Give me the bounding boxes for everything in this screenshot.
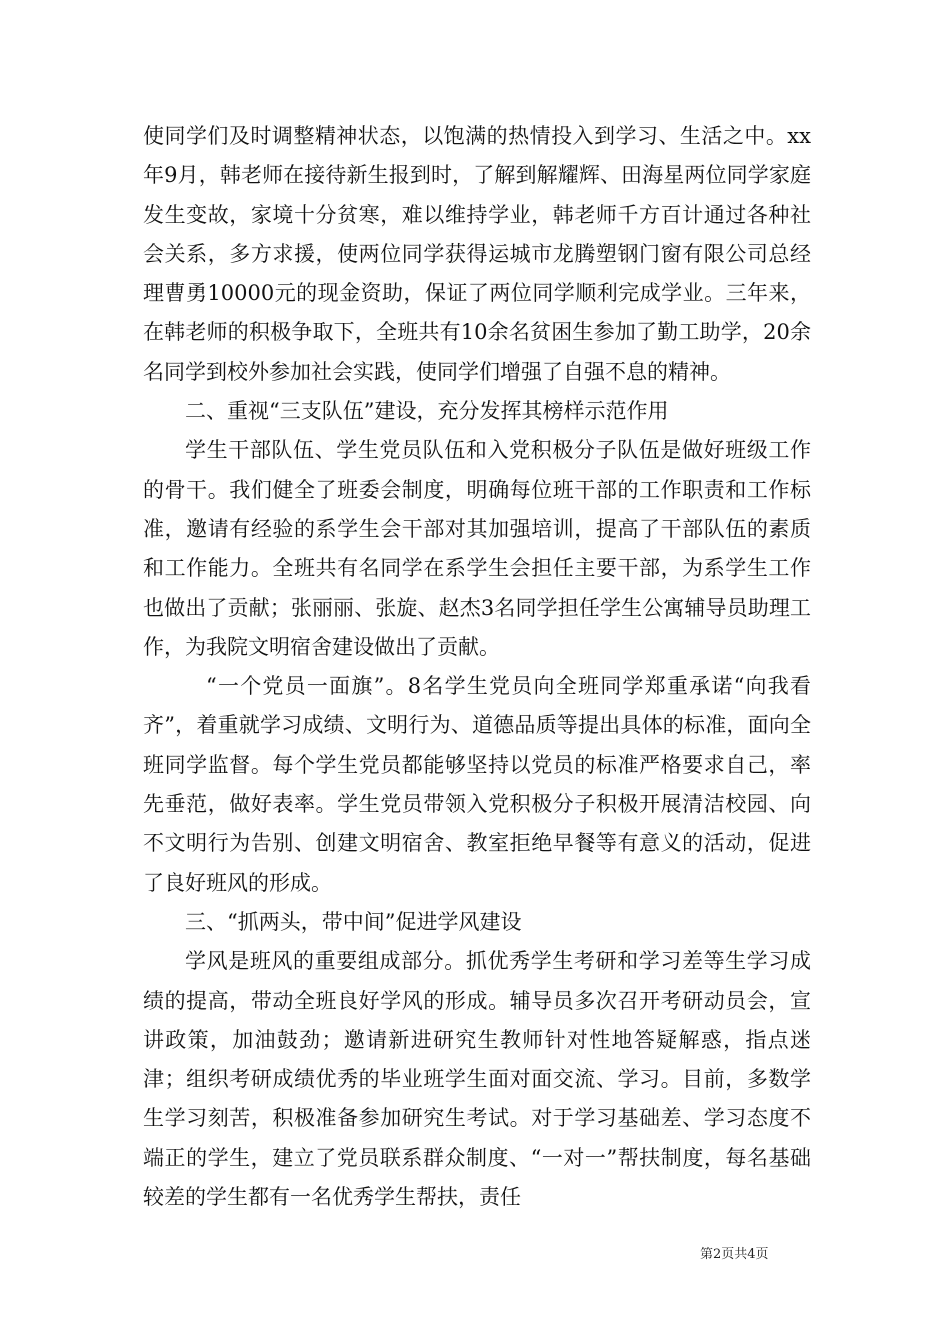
section-heading-two: 二、重视“三支队伍”建设，充分发挥其榜样示范作用: [185, 399, 669, 424]
paragraph-continuation: 使同学们及时调整精神状态，以饱满的热情投入到学习、生活之中。xx年9月，韩老师在接待新生报到时，了解到解耀辉、田海星两位同学家庭发生变故，家境十分贫寒，难以维持学业，韩老师千方百计通过各种社会关系，多方求援，使两位同学获得运城市龙腾塑钢门窗有限公司总经理曹勇10000元的现金资助，保证了两位同学顺利完成学业。三年来，在韩老师的积极争取下，全班共有10余名贫困生参加了勤工助学，20余名同学到校外参加社会实践，使同学们增强了自强不息的精神。: [143, 124, 811, 384]
paragraph-party-members: “一个党员一面旗”。8名学生党员向全班同学郑重承诺“向我看齐”，着重就学习成绩、文明行为、道德品质等提出具体的标准，面向全班同学监督。每个学生党员都能够坚持以党员的标准严格要求自己，率先垂范，做好表率。学生党员带领入党积极分子积极开展清洁校园、向不文明行为告别、创建文明宿舍、教室拒绝早餐等有意义的活动，促进了良好班风的形成。: [143, 674, 811, 895]
paragraph-cadre-teams: 学生干部队伍、学生党员队伍和入党积极分子队伍是做好班级工作的骨干。我们健全了班委会制度，明确每位班干部的工作职责和工作标准，邀请有经验的系学生会干部对其加强培训，提高了干部队伍的素质和工作能力。全班共有名同学在系学生会担任主要干部，为系学生工作也做出了贡献；张丽丽、张旋、赵杰3名同学担任学生公寓辅导员助理工作，为我院文明宿舍建设做出了贡献。: [143, 438, 811, 659]
page-number-footer: 第2页共4页: [700, 1247, 769, 1262]
document-body: [143, 117, 811, 1217]
paragraph-study-style: 学风是班风的重要组成部分。抓优秀学生考研和学习差等生学习成绩的提高，带动全班良好学风的形成。辅导员多次召开考研动员会，宣讲政策，加油鼓劲；邀请新进研究生教师针对性地答疑解惑，指点迷津；组织考研成绩优秀的毕业班学生面对面交流、学习。目前，多数学生学习刻苦，积极准备参加研究生考试。对于学习基础差、学习态度不端正的学生，建立了党员联系群众制度、“一对一”帮扶制度，每名基础较差的学生都有一名优秀学生帮扶，责任: [143, 949, 811, 1210]
section-heading-three: 三、“抓两头，带中间”促进学风建设: [185, 909, 522, 934]
